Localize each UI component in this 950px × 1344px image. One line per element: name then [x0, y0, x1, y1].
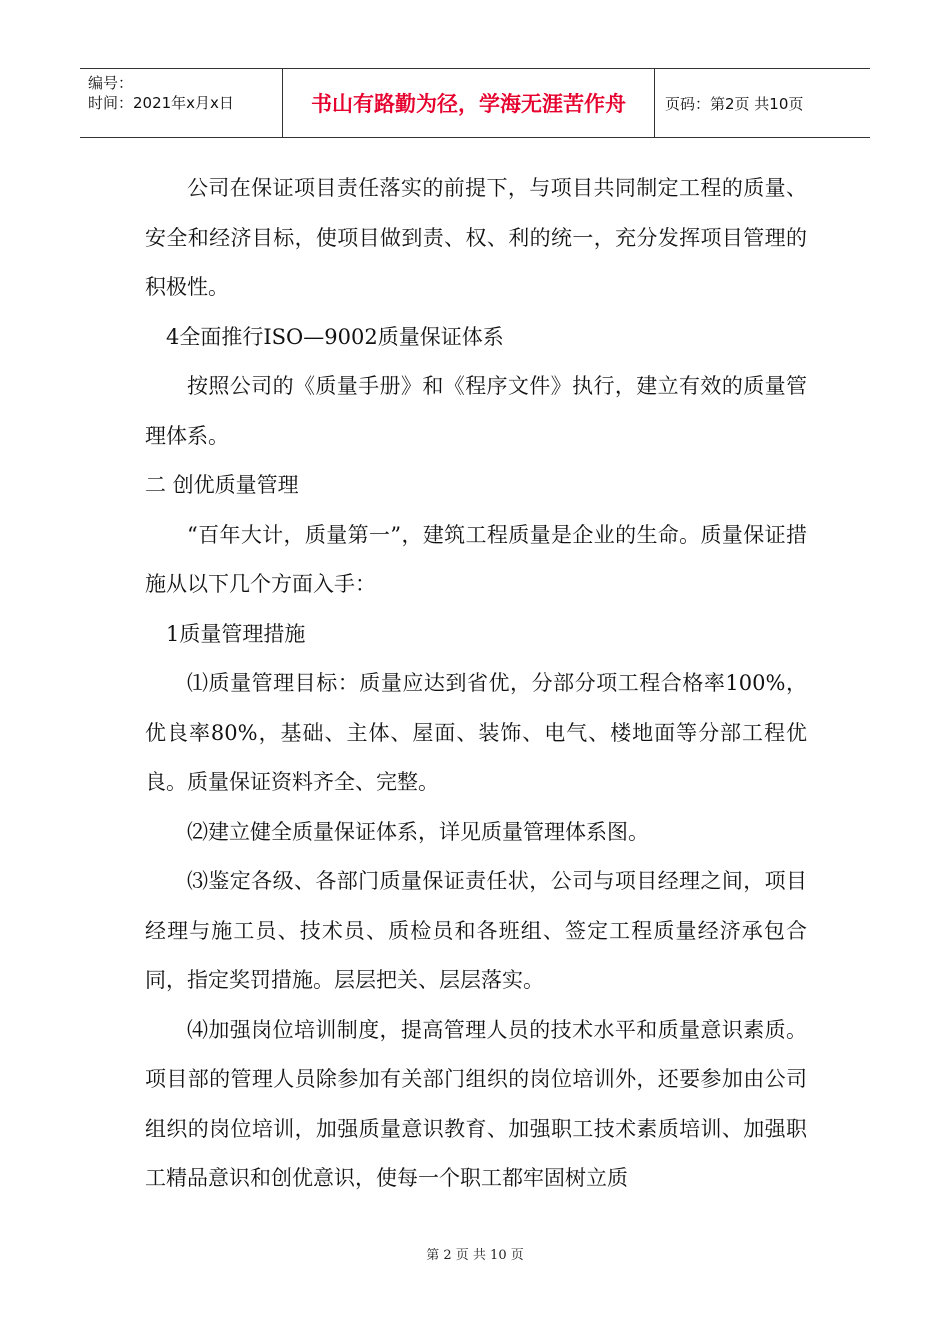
list-item: ⑶鉴定各级、各部门质量保证责任状，公司与项目经理之间，项目经理与施工员、技术员、质检员和各班组、签定工程质量经济承包合同，指定奖罚措施。层层把关、层层落实。	[145, 869, 807, 992]
header-motto: 书山有路勤为径，学海无涯苦作舟	[311, 92, 626, 116]
header-meta-cell	[80, 69, 283, 137]
document-header	[80, 68, 870, 138]
header-page-code: 页码：第2页 共10页	[665, 94, 804, 113]
list-item: ⑵建立健全质量保证体系，详见质量管理体系图。	[187, 819, 649, 844]
header-motto-cell	[283, 69, 655, 137]
body-paragraph: 公司在保证项目责任落实的前提下，与项目共同制定工程的质量、安全和经济目标，使项目做到责、权、利的统一，充分发挥项目管理的积极性。	[145, 176, 807, 299]
section-heading: 4全面推行ISO—9002质量保证体系	[166, 324, 504, 349]
header-page-cell	[655, 69, 870, 137]
document-date: 时间：2021年x月x日	[88, 94, 234, 112]
list-item: ⑴质量管理目标：质量应达到省优，分部分项工程合格率100%，优良率80%，基础、主体、屋面、装饰、电气、楼地面等分部工程优良。质量保证资料齐全、完整。	[145, 671, 807, 794]
body-paragraph: “百年大计，质量第一”，建筑工程质量是企业的生命。质量保证措施从以下几个方面入手：	[145, 522, 807, 596]
document-body	[145, 164, 807, 1204]
page-footer: 第 2 页 共 10 页	[426, 1248, 524, 1263]
section-heading: 1质量管理措施	[166, 621, 306, 646]
body-paragraph: 按照公司的《质量手册》和《程序文件》执行，建立有效的质量管理体系。	[145, 374, 807, 448]
chapter-heading: 二 创优质量管理	[145, 473, 299, 497]
document-number-label: 编号：	[88, 74, 134, 92]
list-item: ⑷加强岗位培训制度，提高管理人员的技术水平和质量意识素质。项目部的管理人员除参加有关部门组织的岗位培训外，还要参加由公司组织的岗位培训，加强质量意识教育、加强职工技术素质培训、加强职工精品意识和创优意识，使每一个职工都牢固树立质	[145, 1017, 807, 1190]
